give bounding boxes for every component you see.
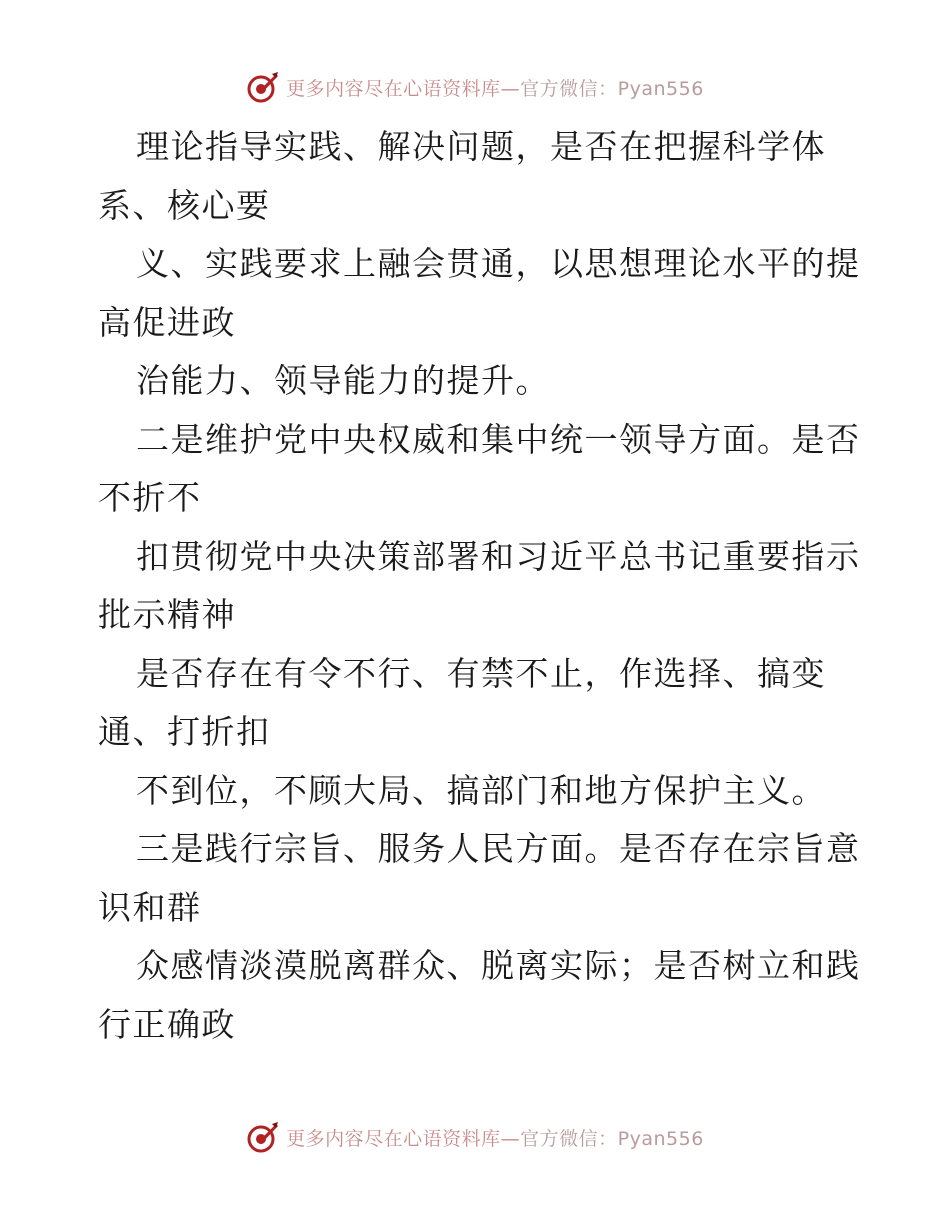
text-line: 不到位，不顾大局、搞部门和地方保护主义。 (136, 770, 826, 810)
footer-banner (0, 1120, 950, 1154)
text-line: 是否存在有令不行、有禁不止，作选择、搞变 (136, 653, 826, 693)
text-line: 理论指导实践、解决问题，是否在把握科学体 (136, 127, 826, 166)
text-line: 通、打折扣 (98, 712, 271, 751)
text-line: 众感情淡漠脱离群众、脱离实际；是否树立和践 (136, 946, 861, 985)
text-line: 二是维护党中央权威和集中统一领导方面。是否 (136, 419, 861, 459)
text-line: 扣贯彻党中央决策部署和习近平总书记重要指示 (136, 536, 861, 576)
banner-site-text: 更多内容尽在心语资料库— (286, 1127, 521, 1150)
banner-text (286, 1124, 704, 1151)
document-body (98, 118, 868, 1054)
banner-text (286, 74, 704, 101)
banner-site-text: 更多内容尽在心语资料库— (286, 77, 521, 100)
text-line: 不折不 (98, 478, 202, 517)
text-line: 治能力、领导能力的提升。 (136, 361, 550, 400)
text-line: 义、实践要求上融会贯通，以思想理论水平的提 (136, 244, 861, 283)
text-line: 高促进政 (98, 302, 236, 342)
text-line: 批示精神 (98, 595, 236, 634)
text-line: 行正确政 (98, 1004, 236, 1044)
banner-wechat-text: 官方微信：Pyan556 (520, 1127, 704, 1150)
quill-seal-icon (246, 70, 280, 104)
quill-seal-icon (246, 1120, 280, 1154)
header-banner (0, 70, 950, 104)
text-line: 三是践行宗旨、服务人民方面。是否存在宗旨意 (136, 829, 861, 868)
banner-wechat-text: 官方微信：Pyan556 (520, 77, 704, 100)
text-line: 系、核心要 (98, 185, 271, 225)
text-line: 识和群 (98, 887, 202, 927)
